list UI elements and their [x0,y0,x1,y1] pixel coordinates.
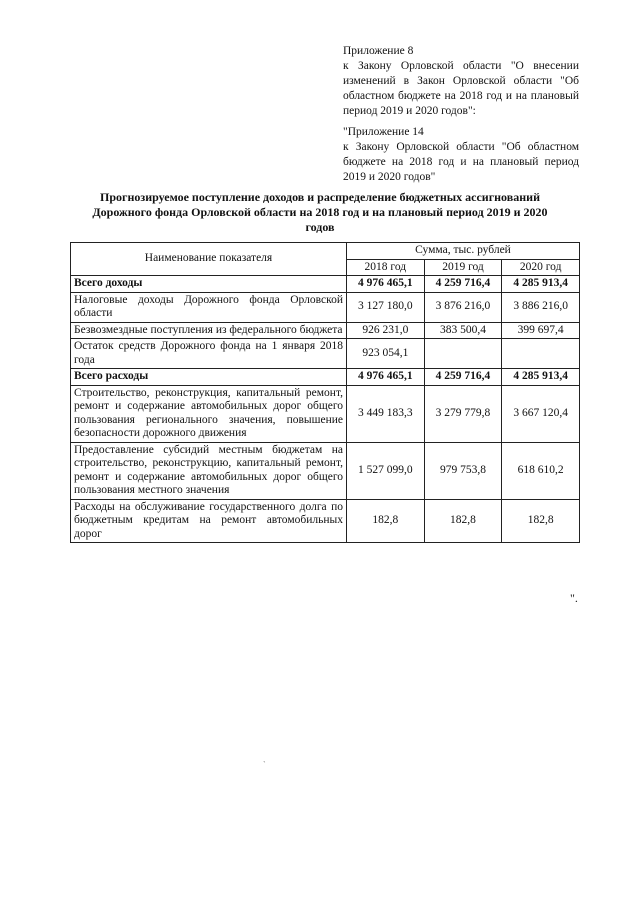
budget-table [70,242,580,543]
row-value-2018: 4 976 465,1 [347,369,425,386]
table-row [71,339,580,369]
row-name: Всего доходы [71,276,347,293]
header-indicator-name: Наименование показателя [71,243,347,276]
row-value-2019: 979 753,8 [424,442,502,499]
closing-quote: ". [570,591,578,605]
row-value-2019: 3 876 216,0 [424,292,502,322]
appendix-line-3: "Приложение 14 [343,126,424,138]
table-row-total-income [71,276,580,293]
table-row [71,385,580,442]
row-value-2019: 3 279 779,8 [424,385,502,442]
row-value-2020: 4 285 913,4 [502,276,580,293]
header-year-2019: 2019 год [424,259,502,276]
table-row [71,442,580,499]
header-year-2018: 2018 год [347,259,425,276]
appendix-line-1: Приложение 8 [343,45,414,57]
appendix-header [343,44,579,185]
row-value-2018: 4 976 465,1 [347,276,425,293]
row-value-2018: 3 127 180,0 [347,292,425,322]
row-value-2020: 4 285 913,4 [502,369,580,386]
row-value-2019: 383 500,4 [424,322,502,339]
row-value-2019: 182,8 [424,499,502,543]
row-value-2018: 3 449 183,3 [347,385,425,442]
table-row [71,499,580,543]
document-title: Прогнозируемое поступление доходов и распределение бюджетных ассигнований Дорожного фонда Орловской области на 2018 год и на плановый период 2019 и 2020 годов [92,190,548,234]
row-name: Налоговые доходы Дорожного фонда Орловской области [71,292,347,322]
row-name: Безвозмездные поступления из федерального бюджета [71,322,347,339]
table-row [71,322,580,339]
header-sum: Сумма, тыс. рублей [347,243,580,260]
table-row-total-expenses [71,369,580,386]
row-name: Всего расходы [71,369,347,386]
stray-mark: ` [263,760,266,769]
row-value-2019: 4 259 716,4 [424,276,502,293]
row-name: Строительство, реконструкция, капитальный ремонт, ремонт и содержание автомобильных дорог общего пользования регионального значения, повышение безопасности дорожного движения [71,385,347,442]
row-value-2018: 1 527 099,0 [347,442,425,499]
row-value-2018: 926 231,0 [347,322,425,339]
row-value-2020: 182,8 [502,499,580,543]
row-name: Предоставление субсидий местным бюджетам на строительство, реконструкцию, капитальный ремонт, ремонт и содержание автомобильных дорог общего пользования местного значения [71,442,347,499]
row-name: Расходы на обслуживание государственного долга по бюджетным кредитам на ремонт автомобильных дорог [71,499,347,543]
row-value-2019 [424,339,502,369]
row-name: Остаток средств Дорожного фонда на 1 января 2018 года [71,339,347,369]
row-value-2020: 3 667 120,4 [502,385,580,442]
row-value-2018: 182,8 [347,499,425,543]
row-value-2020: 618 610,2 [502,442,580,499]
row-value-2018: 923 054,1 [347,339,425,369]
row-value-2020 [502,339,580,369]
row-value-2020: 3 886 216,0 [502,292,580,322]
table-row [71,292,580,322]
row-value-2020: 399 697,4 [502,322,580,339]
row-value-2019: 4 259 716,4 [424,369,502,386]
appendix-line-2: к Закону Орловской области "О внесении изменений в Закон Орловской области "Об областном бюджете на 2018 год и на плановый период 2019 и 2020 годов": [343,60,579,117]
header-year-2020: 2020 год [502,259,580,276]
appendix-line-4: к Закону Орловской области "Об областном бюджете на 2018 год и на плановый период 2019 и 2020 годов" [343,141,579,183]
